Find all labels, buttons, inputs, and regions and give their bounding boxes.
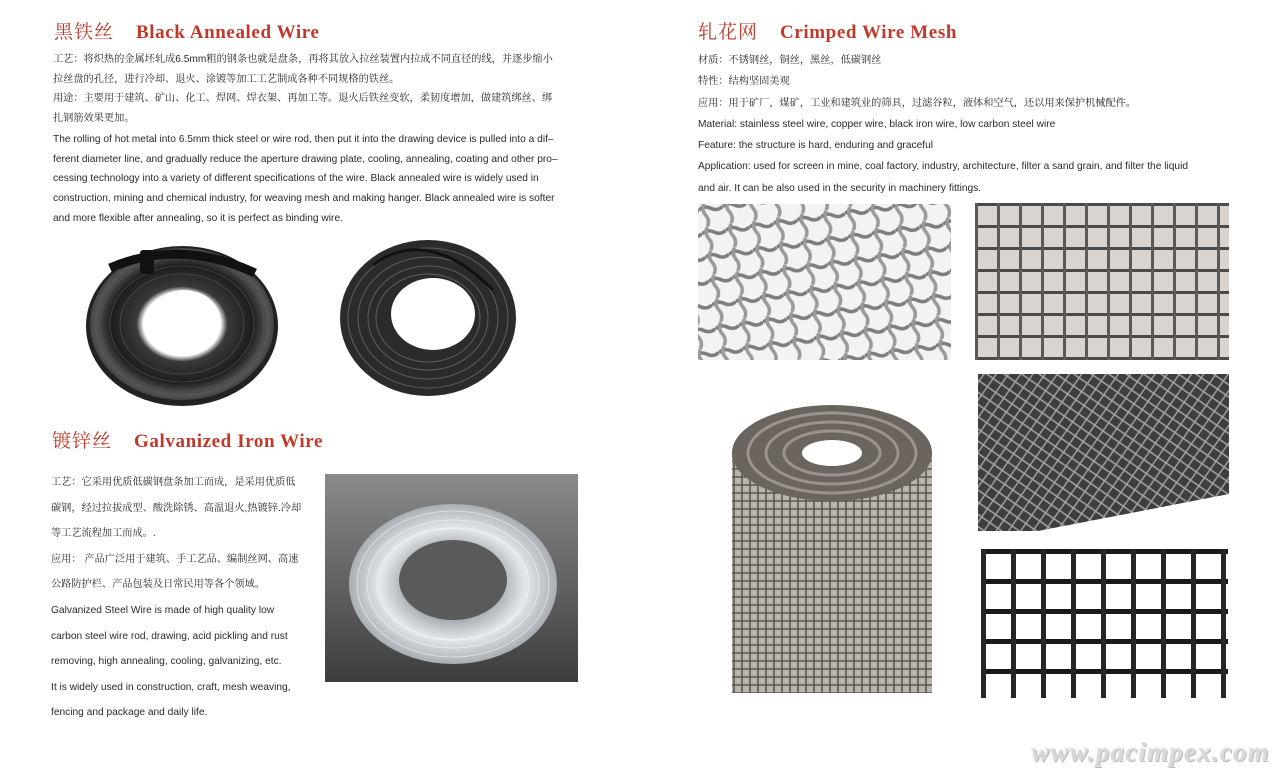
text-line: and air. It can be also used in the security in machinery fittings. [698, 182, 982, 194]
text-line: 等工艺流程加工而成。. [51, 528, 156, 540]
text-line: Material: stainless steel wire, copper wire, black iron wire, low carbon steel wire [698, 118, 1056, 130]
galvanized-wire-description [51, 470, 301, 726]
text-line: Feature: the structure is hard, enduring and graceful [698, 140, 934, 152]
galvanized-wire-title-cn: 镀锌丝 [52, 430, 113, 452]
text-line: 特性：结构坚固美观 [698, 76, 790, 88]
black-coil-photo-2 [333, 230, 523, 400]
text-line: 工艺：将炽热的金属坯轧成6.5mm粗的钢条也就是盘条，再将其放入拉丝装置内拉成不同直径的线，并逐步缩小 [53, 54, 553, 65]
text-line: 应用：用于矿厂，煤矿，工业和建筑业的筛具，过滤谷粒，液体和空气，还以用来保护机械配件。 [698, 97, 1137, 109]
text-line: removing, high annealing, cooling, galvanizing, etc. [51, 656, 282, 668]
crimped-mesh-title [698, 17, 957, 44]
mesh-photo-2 [975, 203, 1229, 360]
mesh-roll-photo [722, 393, 948, 700]
crimped-mesh-title-cn: 轧花网 [698, 21, 759, 43]
galvanized-wire-title-en: Galvanized Iron Wire [134, 431, 324, 452]
black-wire-title-cn: 黑铁丝 [54, 21, 115, 43]
mesh-photo-1 [698, 204, 951, 360]
text-line: cessing technology into a variety of different specifications of the wire. Black annealed wire is widely used in [53, 173, 539, 185]
text-line: Galvanized Steel Wire is made of high quality low [51, 604, 275, 616]
mesh-photo-4 [981, 549, 1228, 698]
text-line: 材质：不锈钢丝，铜丝，黑丝，低碳钢丝 [698, 55, 882, 66]
text-line: 拉丝盘的孔径，进行冷却、退火、涂镀等加工工艺制成各种不同规格的铁丝。 [53, 73, 400, 85]
text-line: The rolling of hot metal into 6.5mm thick steel or wire rod, then put it into the drawing device is pulled into a dif– [53, 133, 554, 145]
text-line: fencing and package and daily life. [51, 707, 208, 719]
mesh-photo-3 [978, 374, 1229, 531]
website-watermark: www.pacimpex.com [1031, 737, 1270, 767]
text-line: 碳钢，经过拉拔成型、酸洗除锈、高温退火,热镀锌.冷却 [51, 502, 302, 514]
text-line: 工艺：它采用优质低碳钢盘条加工而成，是采用优质低 [51, 477, 296, 488]
black-wire-description [53, 50, 558, 228]
text-line: and more flexible after annealing, so it is perfect as binding wire. [53, 212, 343, 224]
text-line: 应用： 产品广泛用于建筑、手工艺品、编制丝网、高速 [51, 553, 299, 565]
black-wire-title-en: Black Annealed Wire [136, 22, 320, 43]
text-line: carbon steel wire rod, drawing, acid pickling and rust [51, 630, 288, 642]
black-coil-photo-1 [80, 228, 285, 408]
text-line: It is widely used in construction, craft, mesh weaving, [51, 681, 291, 693]
text-line: construction, mining and chemical industry, for weaving mesh and making hanger. Black annealed wire is softer [53, 192, 555, 204]
text-line: 扎钢筋效果更加。 [53, 113, 135, 125]
galvanized-wire-title [52, 426, 323, 453]
galvanized-coil-photo [325, 474, 578, 682]
text-line: Application: used for screen in mine, coal factory, industry, architecture, filter a sand grain, and filter the liquid [698, 161, 1188, 173]
text-line: 用途：主要用于建筑、矿山、化工、焊网、焊衣架、再加工等。退火后铁丝变软，柔韧度增加，做建筑绑丝、绑 [53, 93, 553, 105]
black-wire-title [54, 17, 320, 44]
crimped-mesh-description [698, 50, 1188, 199]
crimped-mesh-title-en: Crimped Wire Mesh [780, 22, 957, 43]
text-line: ferent diameter line, and gradually reduce the aperture drawing plate, cooling, annealing, coating and other pro– [53, 153, 558, 165]
text-line: 公路防护栏、产品包装及日常民用等各个领域。 [51, 579, 265, 591]
